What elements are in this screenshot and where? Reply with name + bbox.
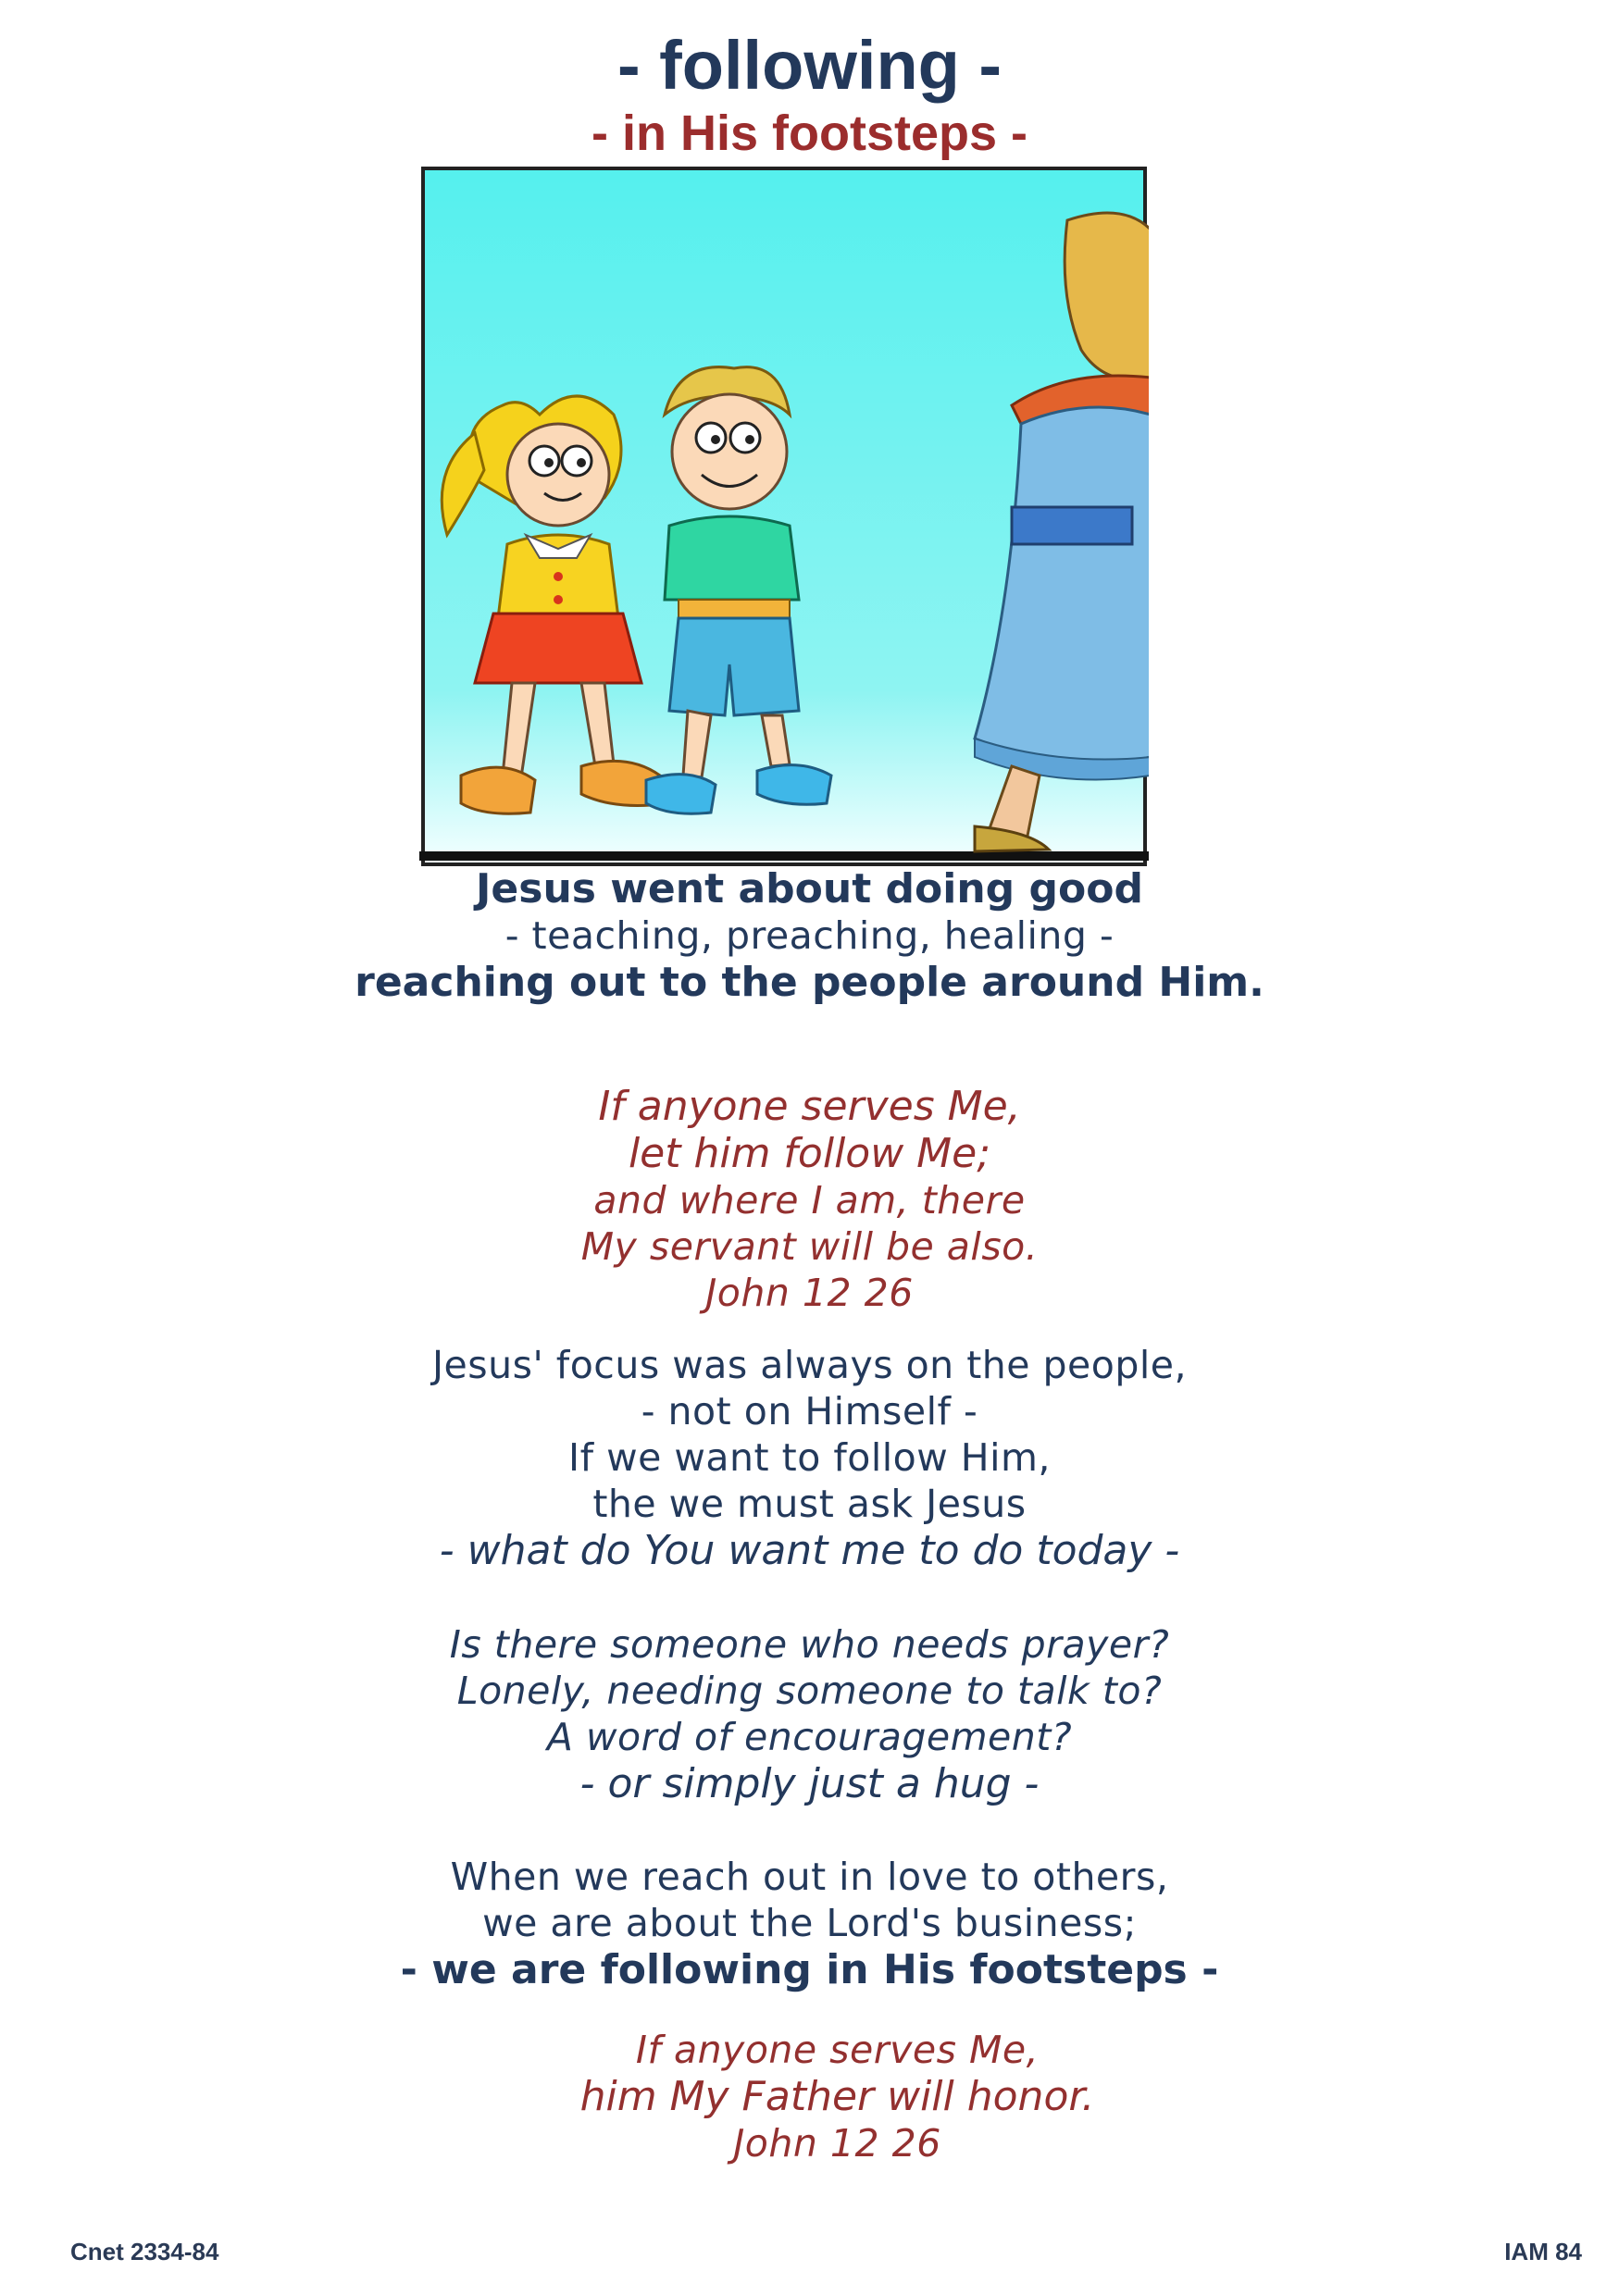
text-line: If we want to follow Him, [568, 1435, 1051, 1480]
text-line: Lonely, needing someone to talk to? [456, 1669, 1163, 1713]
verse-father-honor [28, 2027, 1619, 2166]
text-line: - we are following in His footsteps - [400, 1946, 1219, 1993]
text-line: Jesus' focus was always on the people, [431, 1343, 1188, 1387]
text-line: - teaching, preaching, healing - [504, 913, 1115, 958]
ground-line [419, 851, 1149, 861]
following-illustration [419, 165, 1149, 868]
footer-code-left: Cnet 2334-84 [70, 2238, 219, 2265]
verse-reference: John 12 26 [705, 1271, 914, 1315]
verse-line: and where I am, there [593, 1178, 1026, 1222]
text-line: When we reach out in love to others, [450, 1855, 1169, 1899]
page-title: - following - [616, 27, 1003, 104]
verse-follow-me [0, 1083, 1619, 1316]
verse-reference: John 12 26 [733, 2121, 941, 2166]
text-line: - or simply just a hug - [579, 1760, 1040, 1807]
section-reach-out [0, 1854, 1619, 1993]
text-line: Is there someone who needs prayer? [449, 1622, 1170, 1667]
verse-line: If anyone serves Me, [598, 1083, 1021, 1130]
text-line: - not on Himself - [641, 1389, 978, 1433]
footer-code-right: IAM 84 [1504, 2238, 1582, 2265]
text-line: the we must ask Jesus [592, 1482, 1027, 1526]
text-line: reaching out to the people around Him. [355, 959, 1264, 1006]
text-line: A word of encouragement? [546, 1715, 1073, 1759]
section-focus [0, 1342, 1619, 1574]
text-line: we are about the Lord's business; [482, 1901, 1137, 1945]
page-subtitle: - in His footsteps - [592, 105, 1027, 161]
verse-line: him My Father will honor. [579, 2073, 1095, 2120]
verse-line: let him follow Me; [628, 1130, 991, 1177]
section-doing-good [0, 865, 1619, 1006]
verse-line: My servant will be also. [580, 1224, 1039, 1269]
text-line: - what do You want me to do today - [439, 1527, 1180, 1574]
text-line: Jesus went about doing good [476, 865, 1143, 912]
section-questions [0, 1621, 1619, 1807]
verse-line: If anyone serves Me, [635, 2028, 1040, 2072]
